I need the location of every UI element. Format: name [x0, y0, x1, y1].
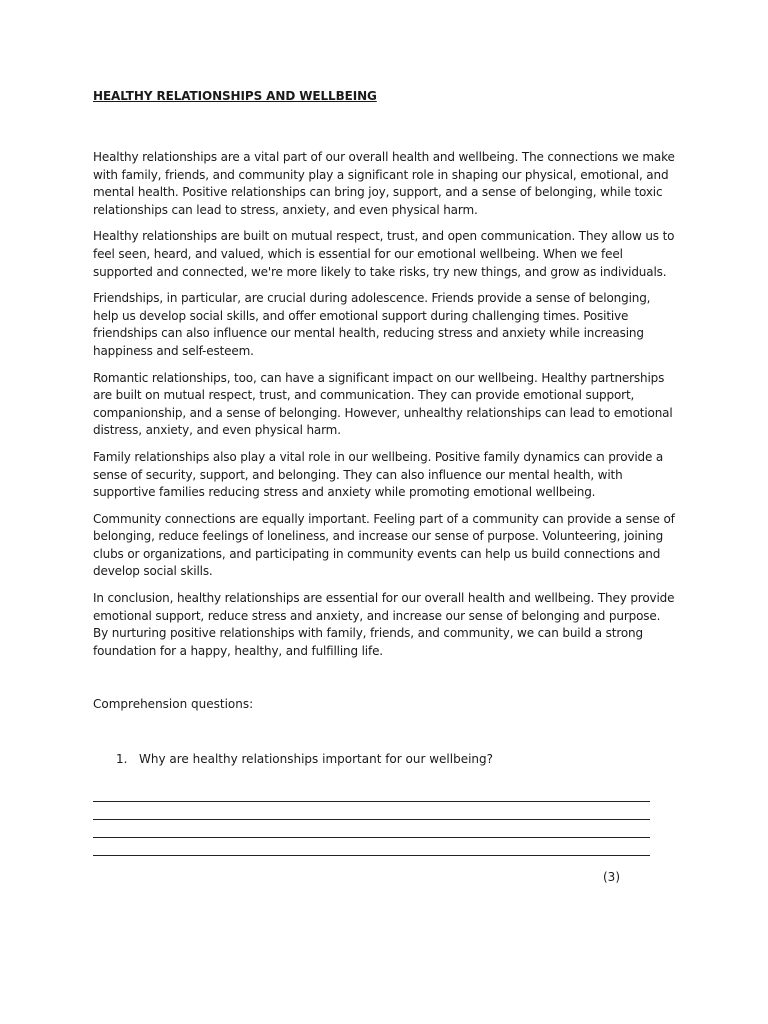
- answer-lines: [93, 784, 650, 856]
- worksheet-page: [93, 88, 677, 886]
- paragraph-family: Family relationships also play a vital role in our wellbeing. Positive family dynamics can provide a sense of security, support, and belonging. They can also influence our mental health, with supportive families reducing stress and anxiety while promoting emotional wellbeing.: [93, 449, 664, 500]
- paragraph-community: Community connections are equally important. Feeling part of a community can provide a sense of belonging, reduce feelings of loneliness, and increase our sense of purpose. Volunteering, joining clubs or organizations, and participating in community events can help us build connections and develop social skills.: [93, 511, 675, 579]
- document-title: HEALTHY RELATIONSHIPS AND WELLBEING: [93, 89, 377, 103]
- questions-heading: Comprehension questions:: [93, 697, 254, 712]
- paragraph-romantic: Romantic relationships, too, can have a significant impact on our wellbeing. Healthy partnerships are built on mutual respect, trust, and communication. They can provide emotional support, companionship, and a sense of belonging. However, unhealthy relationships can lead to emotional distress, anxiety, and even physical harm.: [93, 370, 673, 438]
- question-text: Why are healthy relationships important for our wellbeing?: [139, 752, 494, 767]
- answer-line[interactable]: [93, 802, 650, 820]
- paragraph-friendships: Friendships, in particular, are crucial during adolescence. Friends provide a sense of belonging, help us develop social skills, and offer emotional support during challenging times. Positive friendships can also influence our mental health, reducing stress and anxiety while increasing happiness and self-esteem.: [93, 291, 651, 358]
- paragraph-foundations: Healthy relationships are built on mutual respect, trust, and open communication. They allow us to feel seen, heard, and valued, which is essential for our emotional wellbeing. When we feel supported and connected, we're more likely to take risks, try new things, and grow as individuals.: [93, 229, 675, 279]
- question-marks: (3): [603, 870, 620, 885]
- question-list: [93, 751, 677, 768]
- paragraph-conclusion: In conclusion, healthy relationships are essential for our overall health and wellbeing. They provide emotional support, reduce stress and anxiety, and increase our sense of belonging and purpose. By nurturing positive relationships with family, friends, and community, we can build a strong foundation for a happy, healthy, and fulfilling life.: [93, 591, 675, 658]
- answer-line[interactable]: [93, 784, 650, 802]
- paragraph-intro: Healthy relationships are a vital part of our overall health and wellbeing. The connections we make with family, friends, and community play a significant role in shaping our physical, emotional, and mental health. Positive relationships can bring joy, support, and a sense of belonging, while toxic relationships can lead to stress, anxiety, and even physical harm.: [93, 150, 675, 217]
- article-body: [93, 149, 677, 660]
- answer-line[interactable]: [93, 838, 650, 856]
- question-item: [93, 751, 677, 768]
- question-number: 1.: [116, 752, 128, 767]
- answer-line[interactable]: [93, 820, 650, 838]
